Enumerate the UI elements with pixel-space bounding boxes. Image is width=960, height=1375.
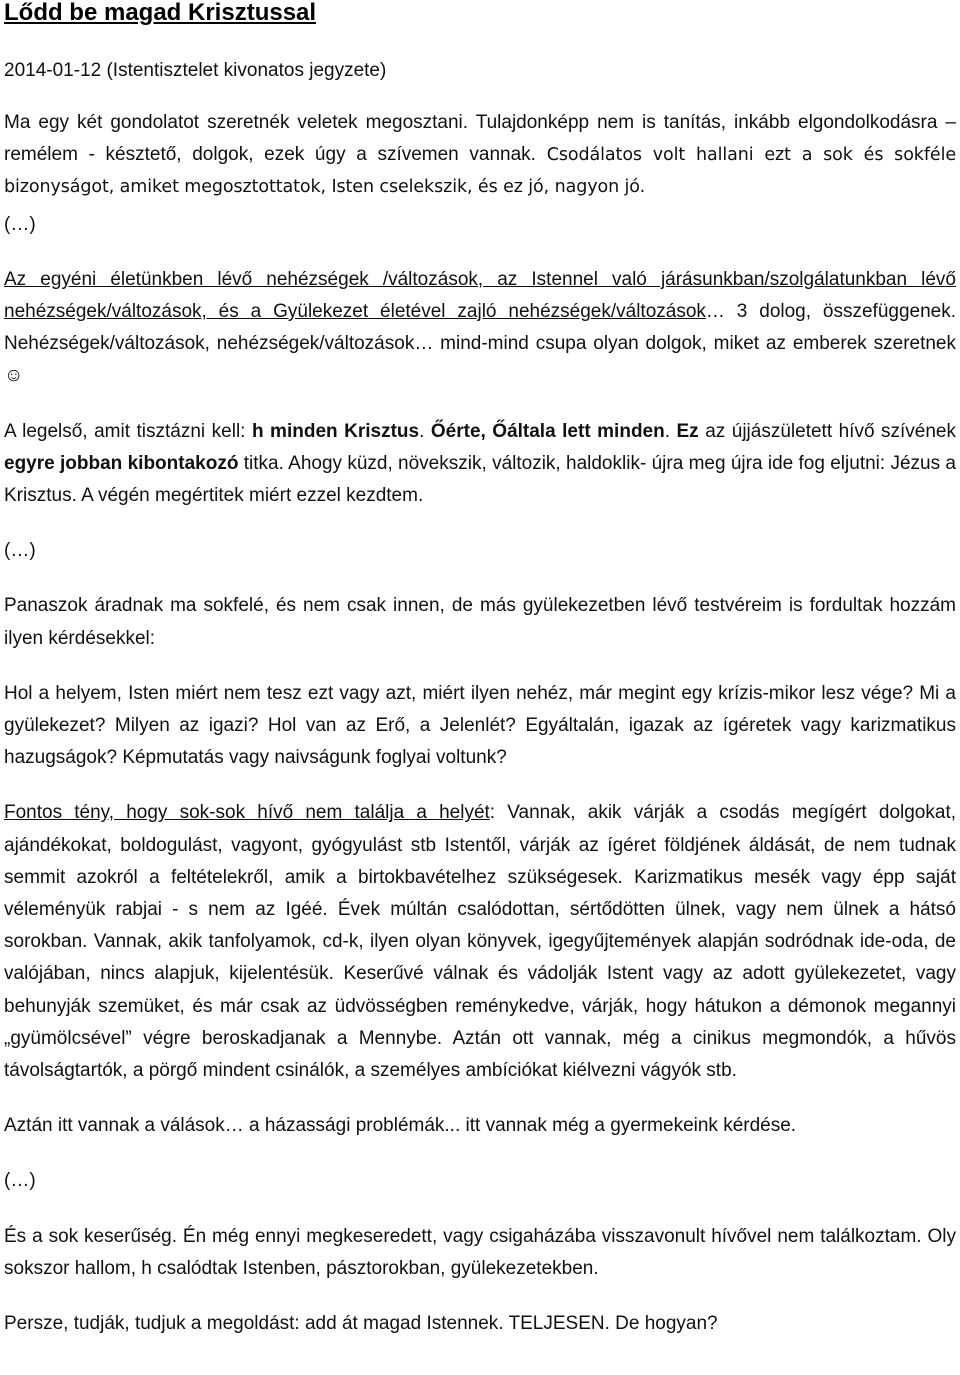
paragraph-difficulties: Az egyéni életünkben lévő nehézségek /változások, az Istennel való járásunkban/szolgálatunkban lévő nehézségek/változások, és a Gyülekezet életével zajló nehézségek/változások… 3 dolog, összefüggenek. Nehézségek/változások, nehézségek/változások… mind-mind csupa olyan dolgok, miket az emberek szeretnek☺ <box>4 268 957 387</box>
paragraph-intro: Ma egy két gondolatot szeretnék veletek megosztani. Tulajdonképp nem is tanítás, inkább elgondolkodásra – remélem - késztető, dolgok, ezek úgy a szívemen vannak. Csodálatos volt hallani ezt a sok és sokféle bizonyságot, amiket megosztottatok, Isten cselekszik, és ez jó, nagyon jó. <box>4 112 956 198</box>
paragraph-divorces: Aztán itt vannak a válások… a házassági problémák... itt vannak még a gyermekeink kérdése. <box>4 1115 797 1137</box>
paragraph-questions: Hol a helyem, Isten miért nem tesz ezt vagy azt, miért ilyen nehéz, már megint egy krízis-mikor lesz vége? Mi a gyülekezet? Milyen az igazi? Hol van az Erő, a Jelenlét? Egyáltalán, igazak az ígéretek vagy karizmatikus hazugságok? Képmutatás vagy naivságunk foglyai voltunk? <box>4 682 956 769</box>
ellipsis-2: (…) <box>4 540 36 562</box>
date-line: 2014-01-12 (Istentisztelet kivonatos jegyzete) <box>4 60 387 81</box>
paragraph-bitterness: És a sok keserűség. Én még ennyi megkeseredett, vagy csigaházába visszavonult hívővel nem találkoztam. Oly sokszor hallom, h csalódtak Istenben, pásztorokban, gyülekezetekben. <box>4 1225 956 1279</box>
paragraph-fact: Fontos tény, hogy sok-sok hívő nem találja a helyét: Vannak, akik várják a csodás megígért dolgokat, ajándékokat, boldogulást, vagyont, gyógyulást stb Istentől, várják az ígéret földjének áldását, de nem tudnak semmit azokról a feltételekről, amik a birtokbavételhez szükségesek. Karizmatikus mesék vagy épp saját véleményük rabjai - s nem az Igéé. Évek múltán csalódottan, sértődötten ülnek, vagy nem ülnek a hátsó sorokban. Vannak, akik tanfolyamok, cd-k, ilyen olyan könyvek, igegyűjtemények alapján sodródnak ide-oda, de valójában, nincs alapjuk, kijelentésük. Keserűvé válnak és vádolják Istent vagy az adott gyülekezetet, vagy behunyják szemüket, és már csak az üdvösségben reménykedve, várják, hogy hátukon a démonok megannyi „gyümölcsével” végre beroskadjanak a Mennybe. Aztán ott vannak, még a cinikus megmondók, a hűvös távolságtartók, a pörgő mindent csinálók, a személyes ambíciókat kiélvezni vágyók stb. <box>4 802 957 1082</box>
paragraph-complaints: Panaszok áradnak ma sokfelé, és nem csak innen, de más gyülekezetben lévő testvéreim is fordultak hozzám ilyen kérdésekkel: <box>4 595 956 649</box>
ellipsis-1: (…) <box>4 213 36 235</box>
ellipsis-3: (…) <box>4 1170 36 1192</box>
paragraph-christ: A legelső, amit tisztázni kell: h minden Krisztus. Őérte, Őáltala lett minden. Ez az újjászületett hívő szívének egyre jobban kibontakozó titka. Ahogy küzd, növekszik, változik, haldoklik- újra meg újra ide fog eljutni: Jézus a Krisztus. A végén megértitek miért ezzel kezdtem. <box>4 420 956 507</box>
paragraph-solution: Persze, tudják, tudjuk a megoldást: add át magad Istennek. TELJESEN. De hogyan? <box>4 1313 718 1335</box>
document-title: Lődd be magad Krisztussal <box>4 0 317 26</box>
smiley-icon: ☺ <box>4 365 24 387</box>
